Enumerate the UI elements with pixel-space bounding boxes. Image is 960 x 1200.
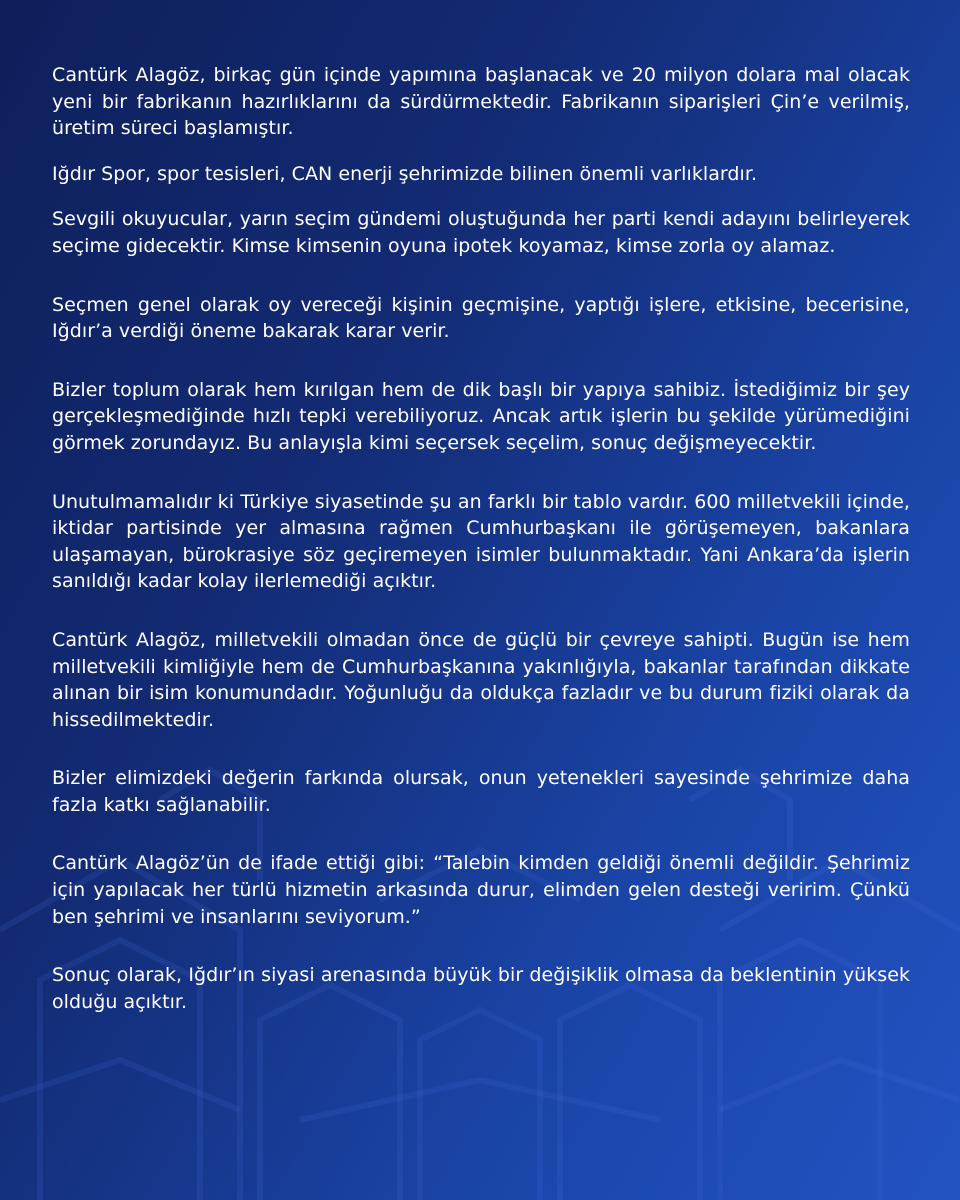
article-paragraph-1: Cantürk Alagöz, birkaç gün içinde yapımına başlanacak ve 20 milyon dolara mal olacak yeni bir fabrikanın hazırlıklarını da sürdürmektedir. Fabrikanın siparişleri Çin’e verilmiş, üretim süreci başlamıştır.: [52, 64, 910, 140]
article-paragraph-5: Bizler toplum olarak hem kırılgan hem de dik başlı bir yapıya sahibiz. İstediğimiz bir şey gerçekleşmediğinde hızlı tepki verebiliyoruz. Ancak artık işlerin bu şekilde yürümediğini görmek zorundayız. Bu anlayışla kimi seçersek seçelim, sonuç değişmeyecektir.: [52, 378, 910, 454]
article-paragraph-2: Iğdır Spor, spor tesisleri, CAN enerji şehrimizde bilinen önemli varlıklardır.: [52, 162, 758, 185]
article-paragraph-9: Cantürk Alagöz’ün de ifade ettiği gibi: “Talebin kimden geldiği önemli değildir. Şehrimiz için yapılacak her türlü hizmetin arkasında durur, elimden gelen desteği veririm. Çünkü ben şehrimi ve insanlarını seviyorum.”: [52, 852, 910, 928]
article-paragraph-3: Sevgili okuyucular, yarın seçim gündemi oluştuğunda her parti kendi adayını belirleyerek seçime gidecektir. Kimse kimsenin oyuna ipotek koyamaz, kimse zorla oy alamaz.: [52, 208, 910, 257]
article-paragraph-8: Bizler elimizdeki değerin farkında olursak, onun yetenekleri sayesinde şehrimize daha fazla katkı sağlanabilir.: [52, 767, 910, 816]
article-paragraph-6: Unutulmamalıdır ki Türkiye siyasetinde şu an farklı bir tablo vardır. 600 milletvekili içinde, iktidar partisinde yer almasına rağmen Cumhurbaşkanı ile görüşemeyen, bakanlara ulaşamayan, bürokrasiye söz geçiremeyen isimler bulunmaktadır. Yani Ankara’da işlerin sanıldığı kadar kolay ilerlemediği açıktır.: [52, 490, 910, 593]
article-paragraph-4: Seçmen genel olarak oy vereceği kişinin geçmişine, yaptığı işlere, etkisine, becerisine, Iğdır’a verdiği öneme bakarak karar verir.: [52, 293, 910, 343]
article-paragraph-10: Sonuç olarak, Iğdır’ın siyasi arenasında büyük bir değişiklik olmasa da beklentinin yüksek olduğu açıktır.: [52, 964, 910, 1013]
article-paragraph-7: Cantürk Alagöz, milletvekili olmadan önce de güçlü bir çevreye sahipti. Bugün ise hem milletvekili kimliğiyle hem de Cumhurbaşkanına yakınlığıyla, bakanlar tarafından dikkate alınan bir isim konumundadır. Yoğunluğu da oldukça fazladır ve bu durum fiziki olarak da hissedilmektedir.: [52, 628, 910, 731]
article-body: [52, 62, 910, 1015]
